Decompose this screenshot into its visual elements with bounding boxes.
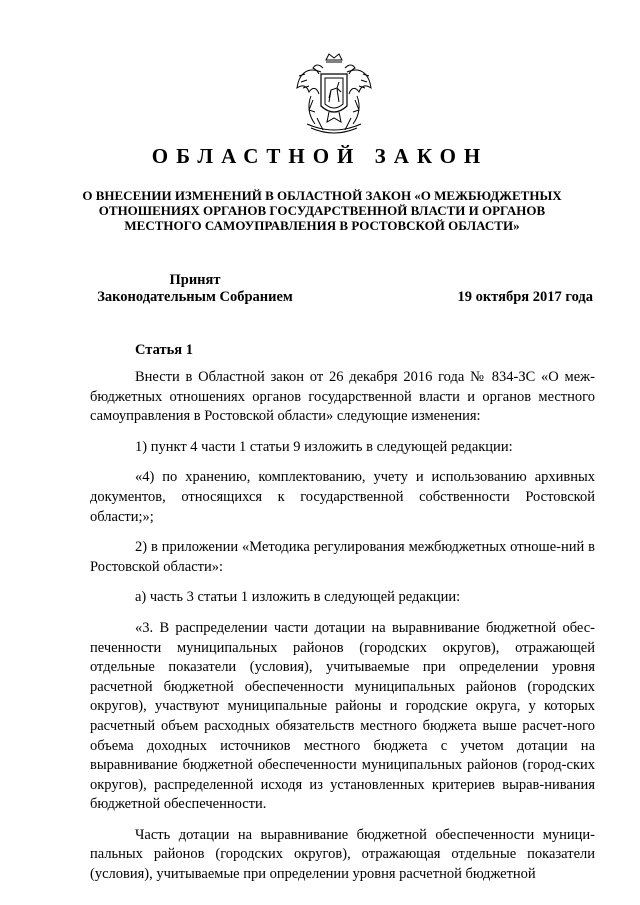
adoption-label-line1: Принят <box>169 272 221 288</box>
article-paragraph: «4) по хранению, комплектованию, учету и использованию архивных документов, относящихся к государственной собственности Ростовской области;»; <box>90 469 595 525</box>
article-body <box>90 368 595 896</box>
law-title: ОБЛАСТНОЙ ЗАКОН <box>151 144 489 168</box>
article-paragraph: 2) в приложении «Методика регулирования межбюджетных отноше-ний в Ростовской области»: <box>90 539 595 575</box>
coat-of-arms-icon <box>293 52 375 138</box>
adoption-label <box>90 272 300 306</box>
article-paragraph: Внести в Областной закон от 26 декабря 2016 года № 834-ЗС «О меж-бюджетных отношениях органов государственной власти и органов местного самоуправления в Ростовской области» следующие изменения: <box>90 369 595 425</box>
article-paragraph: Часть дотации на выравнивание бюджетной обеспеченности муници-пальных районов (городских округов), отражающая отдельные показатели (условия), учитываемые при определении уровня расчетной бюджетной <box>90 826 595 883</box>
subtitle-line: О ВНЕСЕНИИ ИЗМЕНЕНИЙ В ОБЛАСТНОЙ ЗАКОН «О МЕЖБЮДЖЕТНЫХ <box>82 188 562 203</box>
adoption-label-line2: Законодательным Собранием <box>97 289 293 305</box>
article-paragraph: а) часть 3 статьи 1 изложить в следующей редакции: <box>135 589 461 606</box>
law-subtitle <box>72 188 572 233</box>
adoption-date: 19 октября 2017 года <box>457 289 593 305</box>
subtitle-line: МЕСТНОГО САМОУПРАВЛЕНИЯ В РОСТОВСКОЙ ОБЛАСТИ» <box>124 218 520 233</box>
article-title: Статья 1 <box>135 342 193 358</box>
article-paragraph: 1) пункт 4 части 1 статьи 9 изложить в следующей редакции: <box>135 438 513 455</box>
article-paragraph: «3. В распределении части дотации на выравнивание бюджетной обес-печенности муниципальных районов (городских округов), отражающей отдельные показатели (условия), учитываемые при определении уровня расчетной бюджетной обеспеченности муниципальных районов (городских округов), участвуют муниципальные районы и городские округа, у которых расчетный объем расходных обязательств местного бюджета выше расчет-ного объема доходных источников местного бюджета с учетом дотации на выравнивание бюджетной обеспеченности муниципальных районов (город-ских округов), распределенной исходя из установленных критериев вырав-нивания бюджетной обеспеченности. <box>90 619 595 813</box>
subtitle-line: ОТНОШЕНИЯХ ОРГАНОВ ГОСУДАРСТВЕННОЙ ВЛАСТИ И ОРГАНОВ <box>98 203 546 218</box>
